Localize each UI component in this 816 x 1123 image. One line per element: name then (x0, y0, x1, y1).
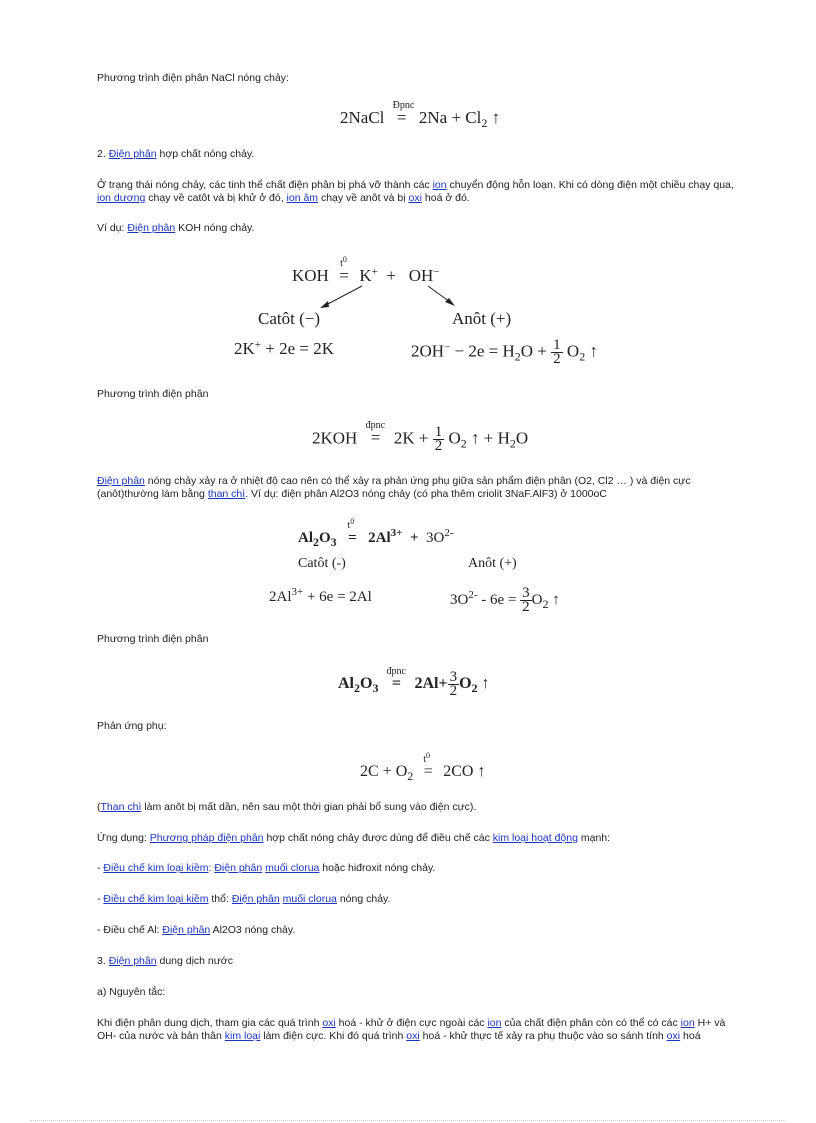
eq5-fraction: $\frac{3}{2}$ (449, 669, 458, 699)
link-muoi-clorua[interactable]: muối clorua (282, 893, 337, 905)
p3-t5: hoá ở đó. (421, 192, 470, 204)
eq4-cathode-reaction: $2Al^{3+} + 6e = 2Al$ (269, 586, 372, 605)
eq5-condition: đpnc (386, 666, 406, 678)
eq2-plus: + (386, 266, 396, 285)
eq1-rhs: 2Na + Cl (418, 108, 482, 127)
eq2-oh: OH (408, 266, 434, 285)
eq1-sub: 2 (481, 116, 488, 130)
paragraph-application: Ứng dụng: Phương pháp điện phân hợp chất nóng chảy được dùng để điều chế các kim loại hoạt động mạnh: (97, 832, 611, 844)
p3-t3: chạy về catôt và bị khử ở đó, (145, 192, 287, 204)
p6-t2: . Ví dụ: điện phân Al2O3 nóng chảy (có pha thêm criolit 3NaF.AlF3) ở 1000oC (245, 488, 607, 500)
paragraph-side-reaction-label: Phản ứng phụ: (97, 720, 167, 732)
eq2-arrows (310, 284, 470, 310)
eq2-cathode-reaction: 2K+ + 2e = 2K (234, 339, 334, 358)
link-oxi[interactable]: oxi (322, 1017, 336, 1029)
link-oxi[interactable]: oxi (406, 1030, 420, 1042)
eq1-equals: = (396, 108, 407, 127)
p4-pre: Ví dụ: (97, 222, 128, 234)
link-dien-phan[interactable]: Điện phân (127, 222, 176, 234)
eq2-koh: KOH (292, 266, 329, 285)
eq4-fraction: $\frac{3}{2}$ (522, 585, 530, 615)
list-item-alkaline-earth: - Điều chế kim loại kiềm thổ: Điện phân muối clorua nóng chảy. (97, 893, 391, 905)
link-dien-phan[interactable]: Điện phân (162, 924, 211, 936)
equation-koh-electrolysis: 2KOH đpnc = 2K + $\frac{1}{2}$ $O_2$ ↑ + $H_2O$ (312, 426, 528, 453)
link-ion[interactable]: ion (487, 1017, 502, 1029)
equation-nacl (340, 100, 501, 130)
p3-t2: chuyển động hỗn loạn. Khi có dòng điện một chiều chạy qua, (446, 179, 734, 191)
paragraph-equation-label: Phương trình điện phân (97, 388, 209, 400)
p3-t1: Ở trạng thái nóng chảy, các tinh thể chất điện phân bị phá vỡ thành các (97, 179, 433, 191)
link-dieu-che-kim-loai-kiem[interactable]: Điều chế kim loại kiềm (103, 862, 209, 874)
link-dien-phan[interactable]: Điện phân (108, 955, 157, 967)
link-kim-loai-hoat-dong[interactable]: kim loại hoạt động (492, 832, 578, 844)
link-oxi[interactable]: oxi (666, 1030, 681, 1042)
eq2-fraction: $\frac{1}{2}$ (553, 337, 561, 367)
link-dien-phan[interactable]: Điện phân (214, 862, 263, 874)
eq4-anot-label: Anôt (+) (468, 556, 517, 571)
heading-section-2 (97, 148, 747, 161)
paragraph-example-koh (97, 222, 747, 235)
paragraph-solution-electrolysis: Khi điện phân dung dịch, tham gia các quá trình oxi hoá - khử ở điện cực ngoài các ion của chất điện phân còn có thể có các ion H+ và OH- của nước và bản thân kim loại làm điện cực. Khi đó quá trình oxi hoá - khử thực tế xảy ra phụ thuộc vào so sánh tính oxi hoá (97, 1017, 726, 1042)
p4-post: KOH nóng chảy. (175, 222, 255, 234)
p2-post: hợp chất nóng chảy. (156, 148, 255, 160)
eq3-condition: đpnc (365, 420, 386, 432)
p2-pre: 2. (97, 148, 109, 160)
link-oxi[interactable]: oxi (408, 192, 422, 204)
list-item-alkali: - Điều chế kim loại kiềm: Điện phân muối clorua hoặc hiđroxit nóng chảy. (97, 862, 436, 874)
link-than-chi[interactable]: Than chì (100, 801, 142, 813)
list-item-aluminium: - Điều chế Al: Điện phân Al2O3 nóng chảy. (97, 924, 296, 936)
eq2-condition: $t^0$ (340, 255, 347, 269)
eq4-condition: $t^0$ (347, 517, 355, 531)
eq1-lhs: 2NaCl (340, 108, 385, 127)
link-muoi-clorua[interactable]: muối clorua (265, 862, 320, 874)
link-ion-duong[interactable]: ion dương (97, 192, 146, 204)
link-phuong-phap-dien-phan[interactable]: Phương pháp điện phân (149, 832, 264, 844)
link-ion-am[interactable]: ion âm (286, 192, 319, 204)
paragraph-molten-state (97, 179, 747, 205)
link-dien-phan[interactable]: Điện phân (97, 475, 145, 487)
page-footer-divider (30, 1120, 786, 1121)
equation-al2o3-electrolysis: $Al_2O_3$ đpnc = 2Al+ $\frac{3}{2}$ $O_2$ ↑ (338, 671, 490, 698)
eq2-equals: = (339, 266, 349, 285)
eq2-kplus: K (359, 266, 372, 285)
eq2-dissociation: KOH $t^0$ = K+ + OH− (292, 255, 440, 285)
eq1-arrow: ↑ (491, 108, 501, 127)
eq6-condition: $t^0$ (423, 751, 431, 765)
link-ion[interactable]: ion (680, 1017, 695, 1029)
paragraph-side-reaction (97, 475, 747, 501)
link-dieu-che-kim-loai-kiem[interactable]: Điều chế kim loại kiềm (103, 893, 209, 905)
paragraph-nacl-intro: Phương trình điện phân NaCl nóng chảy: (97, 72, 289, 84)
eq2-anot-label: Anôt (+) (452, 309, 512, 328)
p3-t4: chạy về anôt và bị (318, 192, 409, 204)
paragraph-equation-label-2: Phương trình điện phân (97, 633, 209, 645)
eq4-catot-label: Catôt (-) (298, 556, 346, 571)
link-kim-loai[interactable]: kim loại (224, 1030, 261, 1042)
eq3-fraction: $\frac{1}{2}$ (434, 424, 443, 454)
equation-carbon: $2C + O_2$ $t^0$ = 2CO ↑ (360, 751, 486, 783)
eq2-catot-label: Catôt (−) (258, 309, 320, 328)
eq2-anode-reaction: $2OH^- - 2e = H_2O$ + $\frac{1}{2}$ $O_2$ ↑ (411, 337, 598, 367)
eq1-condition: Đpnc (392, 100, 415, 111)
link-than-chi[interactable]: than chì (207, 488, 246, 500)
link-ion[interactable]: ion (432, 179, 447, 191)
paragraph-graphite-note: (Than chì làm anôt bị mất dần, nên sau một thời gian phải bổ sung vào điện cực). (97, 801, 477, 813)
link-dien-phan[interactable]: Điện phân (231, 893, 280, 905)
link-dien-phan[interactable]: Điện phân (108, 148, 157, 160)
p6-t1: nóng chảy xảy ra ở nhiệt độ cao nên có thể xảy ra phản ứng phụ giữa sản phẩm điện phân (O2, Cl2 … ) và điện cực (anôt)thường làm bằng (97, 475, 691, 500)
heading-principle: a) Nguyên tắc: (97, 986, 166, 998)
eq4-dissociation: $Al_2O_3$ $t^0$ = $2Al^{3+} + 3O^{2-}$ (298, 517, 454, 549)
eq4-anode-reaction: $3O^{2-} - 6e$ = $\frac{3}{2}$ $O_2$ ↑ (450, 585, 560, 615)
heading-section-3: 3. Điện phân dung dịch nước (97, 955, 233, 967)
